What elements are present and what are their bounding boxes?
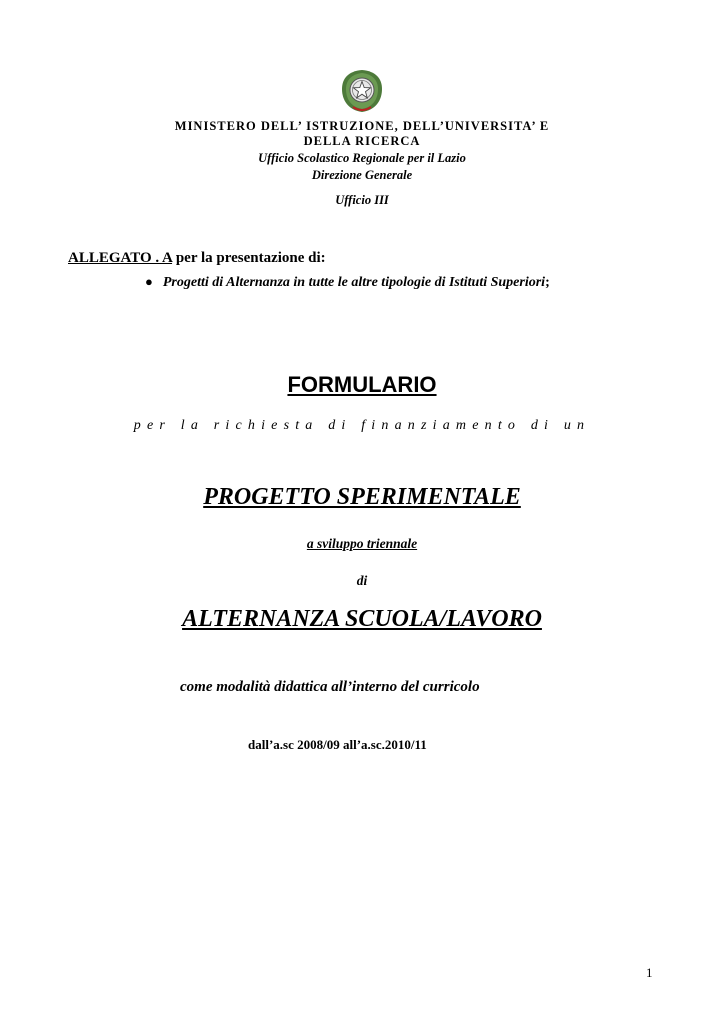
connector-text: di — [356, 573, 368, 588]
office-number: Ufficio III — [335, 193, 389, 207]
annex-heading — [68, 250, 326, 267]
program-description: come modalità didattica all’interno del curricolo — [180, 679, 480, 695]
ministry-name-line2: DELLA RICERCA — [303, 134, 421, 148]
program-title: ALTERNANZA SCUOLA/LAVORO — [182, 606, 542, 632]
document-title: FORMULARIO — [287, 372, 437, 397]
list-item — [145, 274, 550, 291]
school-year-range: dall’a.sc 2008/09 all’a.sc.2010/11 — [248, 737, 427, 752]
project-duration: a sviluppo triennale — [306, 536, 418, 551]
list-item-text: Progetti di Alternanza in tutte le altre tipologie di Istituti Superiori — [162, 275, 546, 290]
italian-republic-emblem-icon — [339, 66, 385, 114]
project-title: PROGETTO SPERIMENTALE — [203, 484, 521, 510]
directorate-name: Direzione Generale — [311, 168, 413, 182]
document-subtitle: per la richiesta di finanziamento di un — [133, 418, 591, 433]
regional-office-name: Ufficio Scolastico Regionale per il Lazio — [258, 151, 466, 165]
list-item-suffix: ; — [545, 275, 550, 290]
annex-text: per la presentazione di: — [172, 250, 326, 266]
annex-label: ALLEGATO . A — [68, 250, 173, 266]
bullet-icon: ● — [145, 274, 153, 289]
ministry-name-line1: MINISTERO DELL’ ISTRUZIONE, DELL’UNIVERSITA’ E — [174, 119, 550, 133]
page-number: 1 — [646, 965, 653, 980]
